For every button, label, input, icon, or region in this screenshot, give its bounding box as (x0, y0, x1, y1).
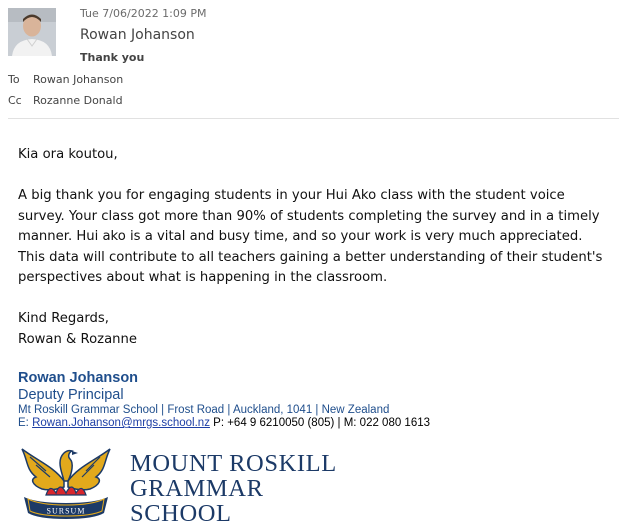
sender-names: Rowan & Rozanne (18, 331, 138, 347)
email-date: Tue 7/06/2022 1:09 PM (80, 7, 207, 20)
greeting: Kia ora koutou, (18, 147, 118, 162)
to-label: To (8, 73, 20, 86)
body-paragraph: A big thank you for engaging students in your Hui Ako class with the student voice survey. Your class got more than 90% of students completing the survey and in a timely manner. Hui ako is a vital and busy time, and so your work is very much appreciated. This data will contribute to all teachers gaining a better understanding of their student's perspectives about what is happening in the classroom. (18, 188, 603, 285)
signature-address: Mt Roskill Grammar School | Frost Road | Auckland, 1041 | New Zealand (18, 404, 390, 416)
cc-label: Cc (8, 94, 22, 107)
email-body (18, 145, 613, 350)
signature-contact (18, 417, 430, 429)
signature-title: Deputy Principal (18, 387, 124, 403)
logo-wordmark (130, 451, 366, 525)
school-logo (16, 437, 366, 523)
signature-block (18, 370, 430, 429)
to-row (8, 73, 123, 86)
header-divider (8, 118, 619, 119)
signature-name: Rowan Johanson (18, 370, 139, 386)
sender-avatar[interactable] (8, 8, 56, 56)
logo-line-2: GRAMMAR SCHOOL (130, 475, 264, 525)
signature-phone: P: +64 9 6210050 (805) | M: 022 080 1613 (213, 417, 431, 429)
cc-row (8, 94, 123, 107)
logo-line-1: MOUNT ROSKILL (130, 450, 337, 477)
to-recipient[interactable]: Rowan Johanson (33, 73, 124, 86)
closing: Kind Regards, (18, 311, 109, 326)
crest-motto: SURSUM (46, 506, 86, 516)
email-label: E: (18, 417, 29, 429)
cc-recipient[interactable]: Rozanne Donald (33, 94, 123, 107)
avatar-photo (8, 8, 56, 56)
phoenix-crest-icon (16, 437, 116, 523)
email-subject: Thank you (80, 51, 145, 64)
sender-name[interactable]: Rowan Johanson (80, 27, 195, 43)
signature-email-link[interactable]: Rowan.Johanson@mrgs.school.nz (32, 417, 210, 429)
